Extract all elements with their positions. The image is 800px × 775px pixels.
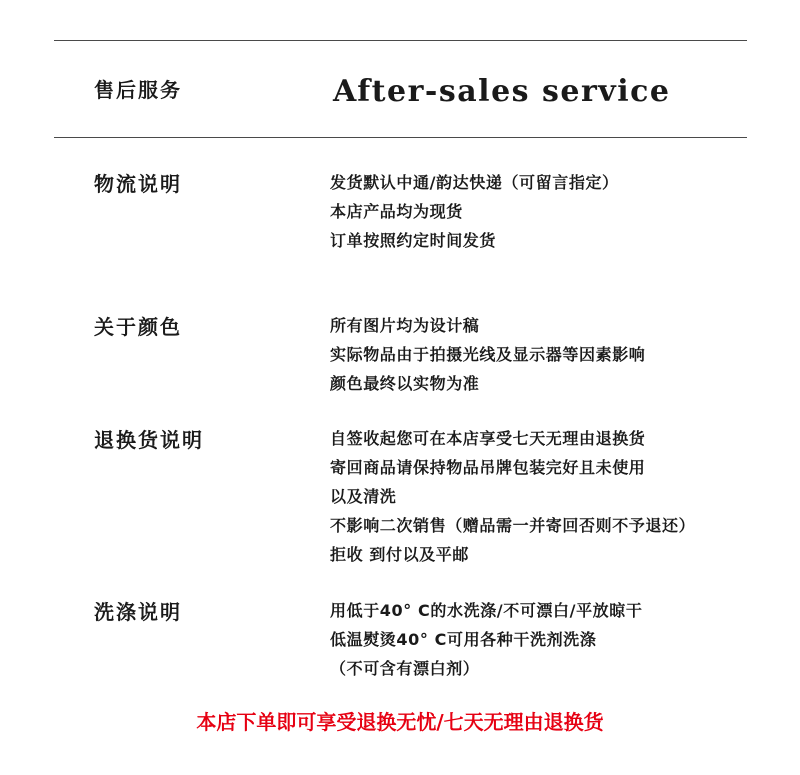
section-body-washing bbox=[330, 596, 642, 683]
section-body-logistics bbox=[330, 168, 619, 255]
footer-notice: 本店下单即可享受退换无忧/七天无理由退换货 bbox=[196, 710, 604, 734]
section-line: 拒收 到付以及平邮 bbox=[330, 545, 469, 564]
section-line: 用低于40° C的水洗涤/不可漂白/平放晾干 bbox=[330, 601, 643, 620]
section-line: （不可含有漂白剂） bbox=[330, 659, 480, 678]
section-line: 实际物品由于拍摄光线及显示器等因素影响 bbox=[330, 345, 646, 364]
section-line: 颜色最终以实物为准 bbox=[330, 374, 480, 393]
section-line: 本店产品均为现货 bbox=[330, 202, 463, 221]
section-line: 自签收起您可在本店享受七天无理由退换货 bbox=[330, 429, 646, 448]
header-title-en: After-sales service bbox=[333, 74, 671, 109]
section-line: 不影响二次销售（赠品需一并寄回否则不予退还） bbox=[330, 516, 696, 535]
section-title-washing: 洗涤说明 bbox=[94, 600, 182, 624]
header-title-cn: 售后服务 bbox=[94, 78, 182, 102]
section-line: 发货默认中通/韵达快递（可留言指定） bbox=[330, 173, 619, 192]
top-divider bbox=[54, 40, 747, 41]
section-line: 以及清洗 bbox=[330, 487, 397, 506]
section-body-returns bbox=[330, 424, 695, 569]
section-line: 寄回商品请保持物品吊牌包装完好且未使用 bbox=[330, 458, 646, 477]
section-title-color: 关于颜色 bbox=[94, 315, 182, 339]
section-line: 低温熨烫40° C可用各种干洗剂洗涤 bbox=[330, 630, 597, 649]
section-title-returns: 退换货说明 bbox=[94, 428, 204, 452]
section-line: 所有图片均为设计稿 bbox=[330, 316, 480, 335]
section-body-color bbox=[330, 311, 645, 398]
section-line: 订单按照约定时间发货 bbox=[330, 231, 497, 250]
header-divider bbox=[54, 137, 747, 138]
section-title-logistics: 物流说明 bbox=[94, 172, 182, 196]
